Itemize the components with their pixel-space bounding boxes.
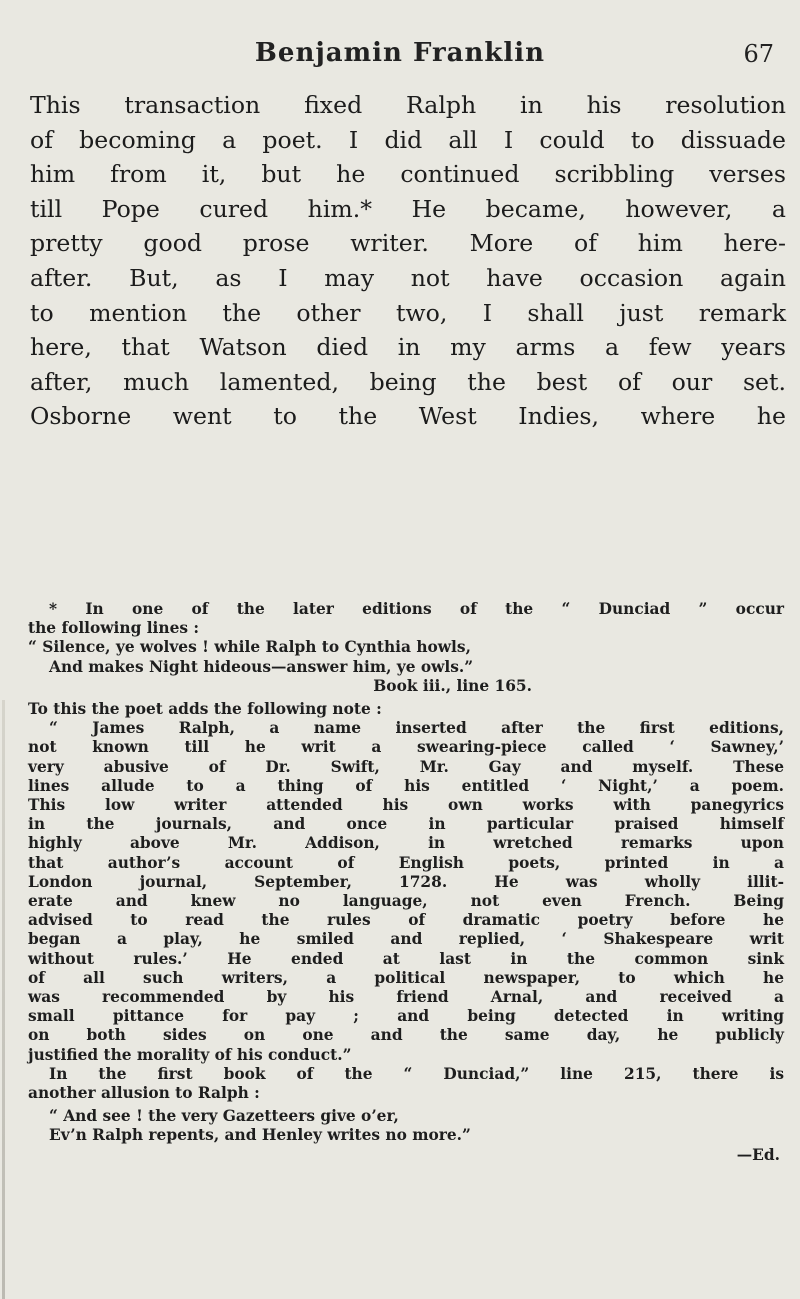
second-intro: In the first book of the “ Dunciad,” line 215, there is bbox=[49, 1064, 784, 1083]
note-line: highly above Mr. Addison, in wretched remarks upon bbox=[28, 834, 784, 853]
note-line: This low writer attended his own works with panegyrics bbox=[28, 796, 784, 815]
note-line: advised to read the rules of dramatic poetry before he bbox=[28, 911, 784, 930]
footnote-intro-cont: the following lines : bbox=[28, 619, 200, 638]
note-line: London journal, September, 1728. He was wholly illit- bbox=[28, 872, 784, 891]
footnote-intro: * In one of the later editions of the “ Dunciad ” occur bbox=[49, 600, 784, 618]
body-line: This transaction fixed Ralph in his resolution bbox=[30, 91, 786, 119]
running-head bbox=[0, 38, 800, 78]
body-line: after, much lamented, being the best of our set. bbox=[30, 367, 786, 396]
body-line: Osborne went to the West Indies, where he bbox=[30, 402, 786, 431]
note-line: very abusive of Dr. Swift, Mr. Gay and myself. These bbox=[28, 757, 784, 776]
body-line: him from it, but he continued scribbling verses bbox=[30, 160, 786, 189]
verse-line: And makes Night hideous—answer him, ye owls.” bbox=[49, 657, 474, 676]
note-line: “ James Ralph, a name inserted after the first editions, bbox=[49, 719, 784, 738]
note-line: small pittance for pay ; and being detected in writing bbox=[28, 1007, 784, 1026]
note-line: without rules.’ He ended at last in the common sink bbox=[28, 949, 784, 968]
note-line: in the journals, and once in particular praised himself bbox=[28, 815, 784, 834]
note-line: was recommended by his friend Arnal, and received a bbox=[28, 988, 784, 1007]
body-line: after. But, as I may not have occasion again bbox=[30, 263, 786, 292]
note-line: began a play, he smiled and replied, ‘ Shakespeare writ bbox=[28, 930, 784, 949]
verse-line: “ And see ! the very Gazetteers give o’er, bbox=[49, 1107, 399, 1126]
verse-reference: Book iii., line 165. bbox=[373, 676, 532, 695]
body-line: pretty good prose writer. More of him here- bbox=[30, 229, 786, 258]
note-line-last: justified the morality of his conduct.” bbox=[28, 1045, 352, 1064]
page-number: 67 bbox=[743, 40, 774, 68]
body-line: of becoming a poet. I did all I could to dissuade bbox=[30, 125, 786, 154]
note-line: that author’s account of English poets, printed in a bbox=[28, 853, 784, 872]
footnote bbox=[28, 600, 784, 1165]
body-line: till Pope cured him.* He became, however, a bbox=[30, 194, 786, 223]
editor-signature: —Ed. bbox=[736, 1145, 780, 1164]
page-edge-shadow bbox=[2, 700, 5, 1299]
body-text bbox=[30, 88, 786, 434]
second-intro-cont: another allusion to Ralph : bbox=[28, 1084, 260, 1103]
note-line: not known till he writ a swearing-piece called ‘ Sawney,’ bbox=[28, 738, 784, 757]
verse-line: Ev’n Ralph repents, and Henley writes no more.” bbox=[49, 1126, 471, 1145]
note-line: lines allude to a thing of his entitled ‘ Night,’ a poem. bbox=[28, 776, 784, 795]
verse-line: “ Silence, ye wolves ! while Ralph to Cynthia howls, bbox=[28, 638, 471, 657]
note-line: on both sides on one and the same day, he publicly bbox=[28, 1026, 784, 1045]
note-intro: To this the poet adds the following note : bbox=[28, 700, 382, 719]
running-title: Benjamin Franklin bbox=[254, 38, 546, 68]
note-line: of all such writers, a political newspaper, to which he bbox=[28, 968, 784, 987]
body-line: to mention the other two, I shall just remark bbox=[30, 298, 786, 327]
body-line: here, that Watson died in my arms a few years bbox=[30, 333, 786, 362]
note-line: erate and knew no language, not even French. Being bbox=[28, 892, 784, 911]
